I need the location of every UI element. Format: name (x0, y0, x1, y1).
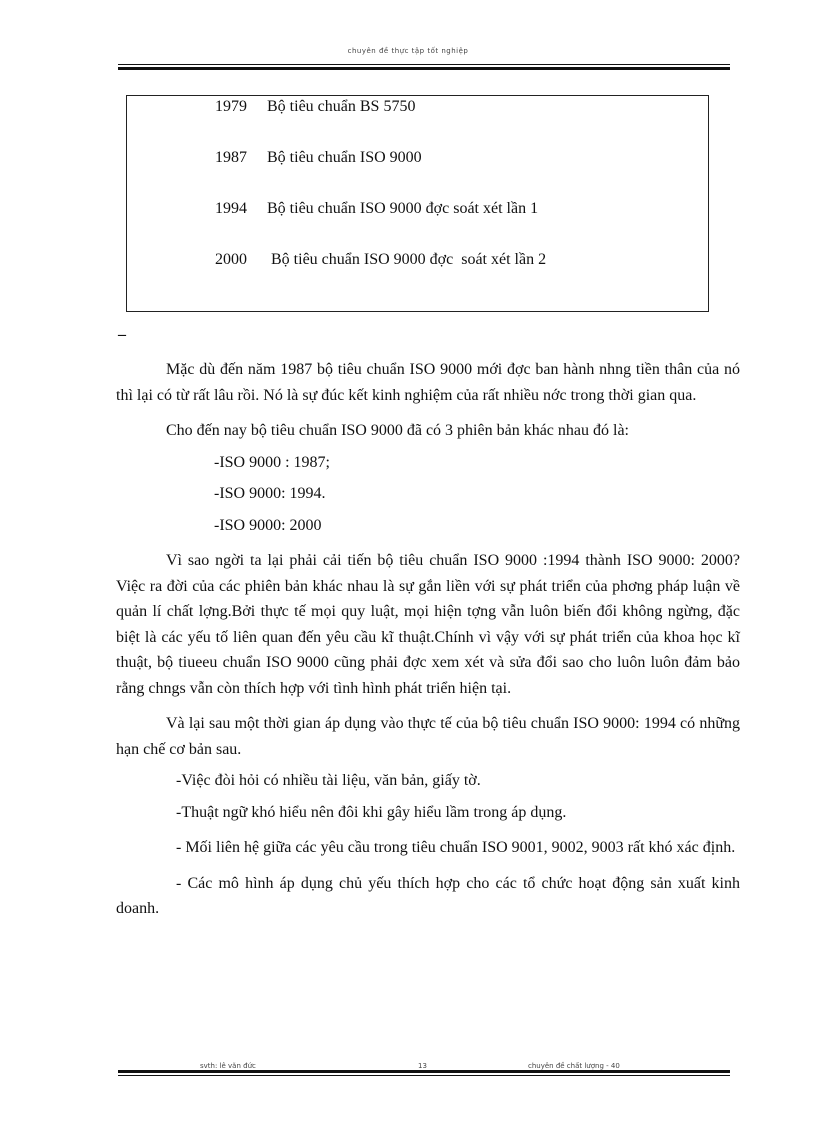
timeline-year: 2000 (215, 251, 247, 268)
version-item: -ISO 9000: 2000 (214, 516, 322, 534)
paragraph-why-improve: Vì sao ngời ta lại phải cải tiến bộ tiêu chuẩn ISO 9000 :1994 thành ISO 9000: 2000? Việc ra đời của các phiên bản khác nhau là sự gắn liền với sự phát triển của phơng pháp luận về quản lí chất lợng.Bởi thực tế mọi quy luật, mọi hiện tợng vẫn luôn biến đổi không ngừng, đặc biệt là các yếu tố liên quan đến yêu cầu kĩ thuật.Chính vì vậy với sự phát triển của khoa học kĩ thuật, bộ tiueeu chuẩn ISO 9000 cũng phải đợc xem xét và sửa đổi sao cho luôn luôn đảm bảo rằng chngs vẫn còn thích hợp với tình hình phát triển hiện tại. (116, 552, 740, 697)
version-item: -ISO 9000: 1994. (214, 485, 326, 502)
page-number: 13 (418, 1062, 427, 1070)
footer-rule-thin (118, 1075, 730, 1076)
running-header: chuyên đề thực tập tốt nghiệp (347, 47, 469, 55)
timeline-text: Bộ tiêu chuẩn BS 5750 (267, 98, 416, 115)
limitation-item: -Thuật ngữ khó hiểu nên đôi khi gây hiểu lầm trong áp dụng. (176, 803, 567, 821)
iso-timeline-box (126, 95, 709, 312)
paragraph-limitations-intro: Và lại sau một thời gian áp dụng vào thực tế của bộ tiêu chuẩn ISO 9000: 1994 có những hạn chế cơ bản sau. (116, 715, 740, 758)
timeline-row (215, 149, 422, 167)
timeline-text: Bộ tiêu chuẩn ISO 9000 đợc soát xét lần 2 (267, 251, 547, 268)
header-rule-thick (118, 67, 730, 70)
footer-author: svth: lê văn đức (200, 1062, 256, 1070)
dash-mark: – (118, 326, 126, 343)
body-text (116, 357, 740, 922)
paragraph-intro: Mặc dù đến năm 1987 bộ tiêu chuẩn ISO 9000 mới đợc ban hành nhng tiền thân của nó thì lại có từ rất lâu rồi. Nó là sự đúc kết kinh nghiệm của rất nhiều nớc trong thời gian qua. (116, 361, 740, 404)
limitation-item: -Việc đòi hỏi có nhiều tài liệu, văn bản, giấy tờ. (176, 772, 481, 789)
limitation-item: - Mối liên hệ giữa các yêu cầu trong tiêu chuẩn ISO 9001, 9002, 9003 rất khó xác định. (176, 839, 736, 856)
footer-rule-thick (118, 1070, 730, 1073)
footer-title: chuyên đề chất lượng - 40 (528, 1062, 620, 1070)
timeline-row (215, 98, 415, 116)
timeline-row (215, 200, 538, 218)
timeline-year: 1994 (215, 200, 247, 217)
timeline-year: 1979 (215, 98, 247, 115)
version-item: -ISO 9000 : 1987; (214, 453, 330, 471)
paragraph-versions-intro: Cho đến nay bộ tiêu chuẩn ISO 9000 đã có 3 phiên bản khác nhau đó là: (166, 422, 629, 439)
timeline-row (215, 251, 546, 269)
header-rule-thin (118, 64, 730, 65)
timeline-text: Bộ tiêu chuẩn ISO 9000 đợc soát xét lần 1 (267, 200, 539, 217)
timeline-text: Bộ tiêu chuẩn ISO 9000 (267, 149, 422, 166)
limitation-item: - Các mô hình áp dụng chủ yếu thích hợp cho các tổ chức hoạt động sản xuất kinh doanh. (116, 874, 740, 917)
timeline-year: 1987 (215, 149, 247, 166)
